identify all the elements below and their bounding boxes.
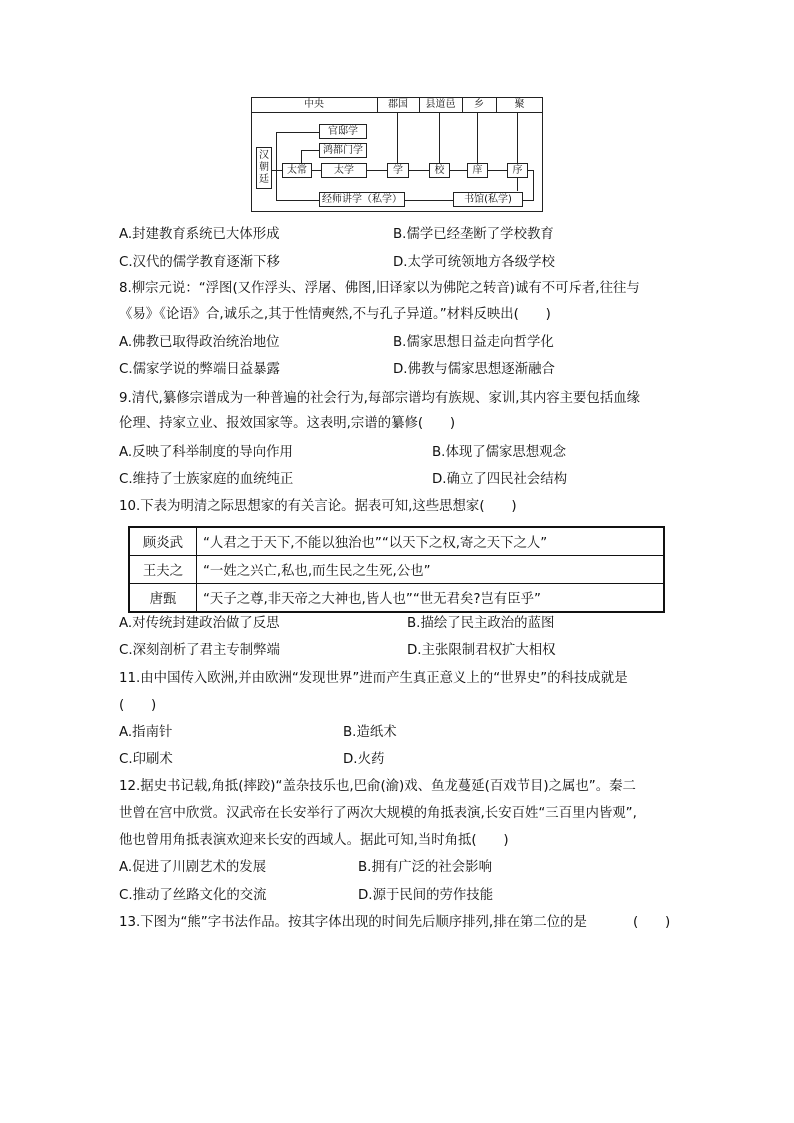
thinkers-table [128,526,665,613]
q8-option-d: D.佛教与儒家思想逐渐融合 [393,362,555,377]
connector [405,200,453,201]
q8-option-a: A.佛教已取得政治统治地位 [119,335,280,350]
q8-stem-line2: 《易》《论语》合,诚乐之,其于性情奭然,不与孔子异道。”材料反映出( ) [119,307,551,322]
q12-stem-line1: 12.据史书记载,角抵(摔跤)“盖杂技乐也,巴俞(渝)戏、鱼龙蔓延(百戏节目)之属也”。秦二 [119,779,636,794]
q13-stem: 13.下图为“熊”字书法作品。按其字体出现的时间先后顺序排列,排在第二位的是 [119,915,587,930]
header-commandery: 郡国 [388,99,408,110]
q7-option-b: B.儒学已经垄断了学校教育 [393,227,554,242]
xu-box: 序 [507,163,528,178]
connector [301,150,302,163]
han-court-label: 汉朝廷 [259,150,269,185]
q9-option-a: A.反映了科举制度的导向作用 [119,445,293,460]
q12-option-b: B.拥有广泛的社会影响 [358,860,492,875]
q12-stem-line2: 世曾在宫中欣赏。汉武帝在长安举行了两次大规模的角抵表演,长安百姓“三百里内皆观”, [119,806,637,821]
jingshi-box: 经师讲学（私学） [319,192,405,207]
connector [312,170,321,171]
q10-option-a: A.对传统封建政治做了反思 [119,616,280,631]
q12-option-d: D.源于民间的劳作技能 [358,888,494,903]
q8-stem-line1: 8.柳宗元说：“浮图(又作浮头、浮屠、佛图,旧译家以为佛陀之转音)诚有不可斥者,往往与 [119,281,640,296]
q7-option-c: C.汉代的儒学教育逐渐下移 [119,255,280,270]
taichang-box: 太常 [282,163,312,178]
q9-option-c: C.维持了士族家庭的血统纯正 [119,472,294,487]
q8-option-b: B.儒家思想日益走向哲学化 [393,335,554,350]
column-line [477,112,478,164]
connector [523,200,534,201]
connector [450,170,467,171]
table-row [129,556,664,584]
q11-option-d: D.火药 [343,752,385,767]
q9-stem-line2: 伦理、持家立业、报效国家等。这表明,宗谱的纂修( ) [119,416,456,431]
connector [276,200,319,201]
connector [528,170,534,171]
thinker-quote: “人君之于天下,不能以独治也”“以天下之权,寄之天下之人” [197,527,665,556]
q12-option-c: C.推动了丝路文化的交流 [119,888,267,903]
connector [276,132,319,133]
q11-option-c: C.印刷术 [119,752,173,767]
q12-option-a: A.促进了川剧艺术的发展 [119,860,267,875]
thinker-name: 王夫之 [129,556,197,584]
connector [276,132,277,200]
q9-stem-line1: 9.清代,纂修宗谱成为一种普遍的社会行为,每部宗谱均有族规、家训,其内容主要包括血缘 [119,391,640,406]
q11-stem-line2: ( ) [119,698,157,713]
guandixue-box: 官邸学 [319,124,367,139]
connector [488,170,507,171]
header-township: 乡 [474,99,484,110]
connector [367,170,387,171]
q11-option-b: B.造纸术 [343,725,397,740]
q10-stem: 10.下表为明清之际思想家的有关言论。据表可知,这些思想家( ) [119,499,517,514]
han-education-diagram [251,97,543,212]
q10-option-c: C.深刻剖析了君主专制弊端 [119,643,280,658]
connector [272,170,282,171]
q7-option-a: A.封建教育系统已大体形成 [119,227,280,242]
connector [409,170,429,171]
table-row [129,527,664,556]
q11-stem-line1: 11.由中国传入欧洲,并由欧洲“发现世界”进而产生真正意义上的“世界史”的科技成就是 [119,671,628,686]
column-line [439,112,440,164]
hongdumenxue-box: 鸿都门学 [319,143,367,158]
q10-option-d: D.主张限制君权扩大相权 [407,643,556,658]
xiang-box: 庠 [467,163,488,178]
header-county: 县道邑 [425,99,456,110]
q9-option-d: D.确立了四民社会结构 [432,472,568,487]
q11-option-a: A.指南针 [119,725,173,740]
q9-option-b: B.体现了儒家思想观念 [432,445,566,460]
xiao-box: 校 [429,163,450,178]
shuguan-box: 书馆(私学) [453,192,523,207]
thinker-quote: “一姓之兴亡,私也,而生民之生死,公也” [197,556,665,584]
connector [517,178,518,191]
connector [533,170,534,200]
taixue-box: 太学 [321,163,367,178]
column-line [517,112,518,164]
table-row [129,584,664,613]
q7-option-d: D.太学可统领地方各级学校 [393,255,555,270]
thinker-name: 顾炎武 [129,527,197,556]
q12-stem-line3: 他也曾用角抵表演欢迎来长安的西域人。据此可知,当时角抵( ) [119,833,509,848]
header-village: 聚 [514,99,525,110]
q10-option-b: B.描绘了民主政治的蓝图 [407,616,555,631]
column-line [397,112,398,164]
thinker-quote: “天子之尊,非天帝之大神也,皆人也”“世无君矣?岂有臣乎” [197,584,665,613]
connector [301,150,319,151]
header-central: 中央 [304,99,324,110]
q13-answer-paren: ( ) [633,915,671,930]
xue-box: 学 [387,163,409,178]
q8-option-c: C.儒家学说的弊端日益暴露 [119,362,280,377]
thinker-name: 唐甄 [129,584,197,613]
han-court-box [256,147,272,189]
